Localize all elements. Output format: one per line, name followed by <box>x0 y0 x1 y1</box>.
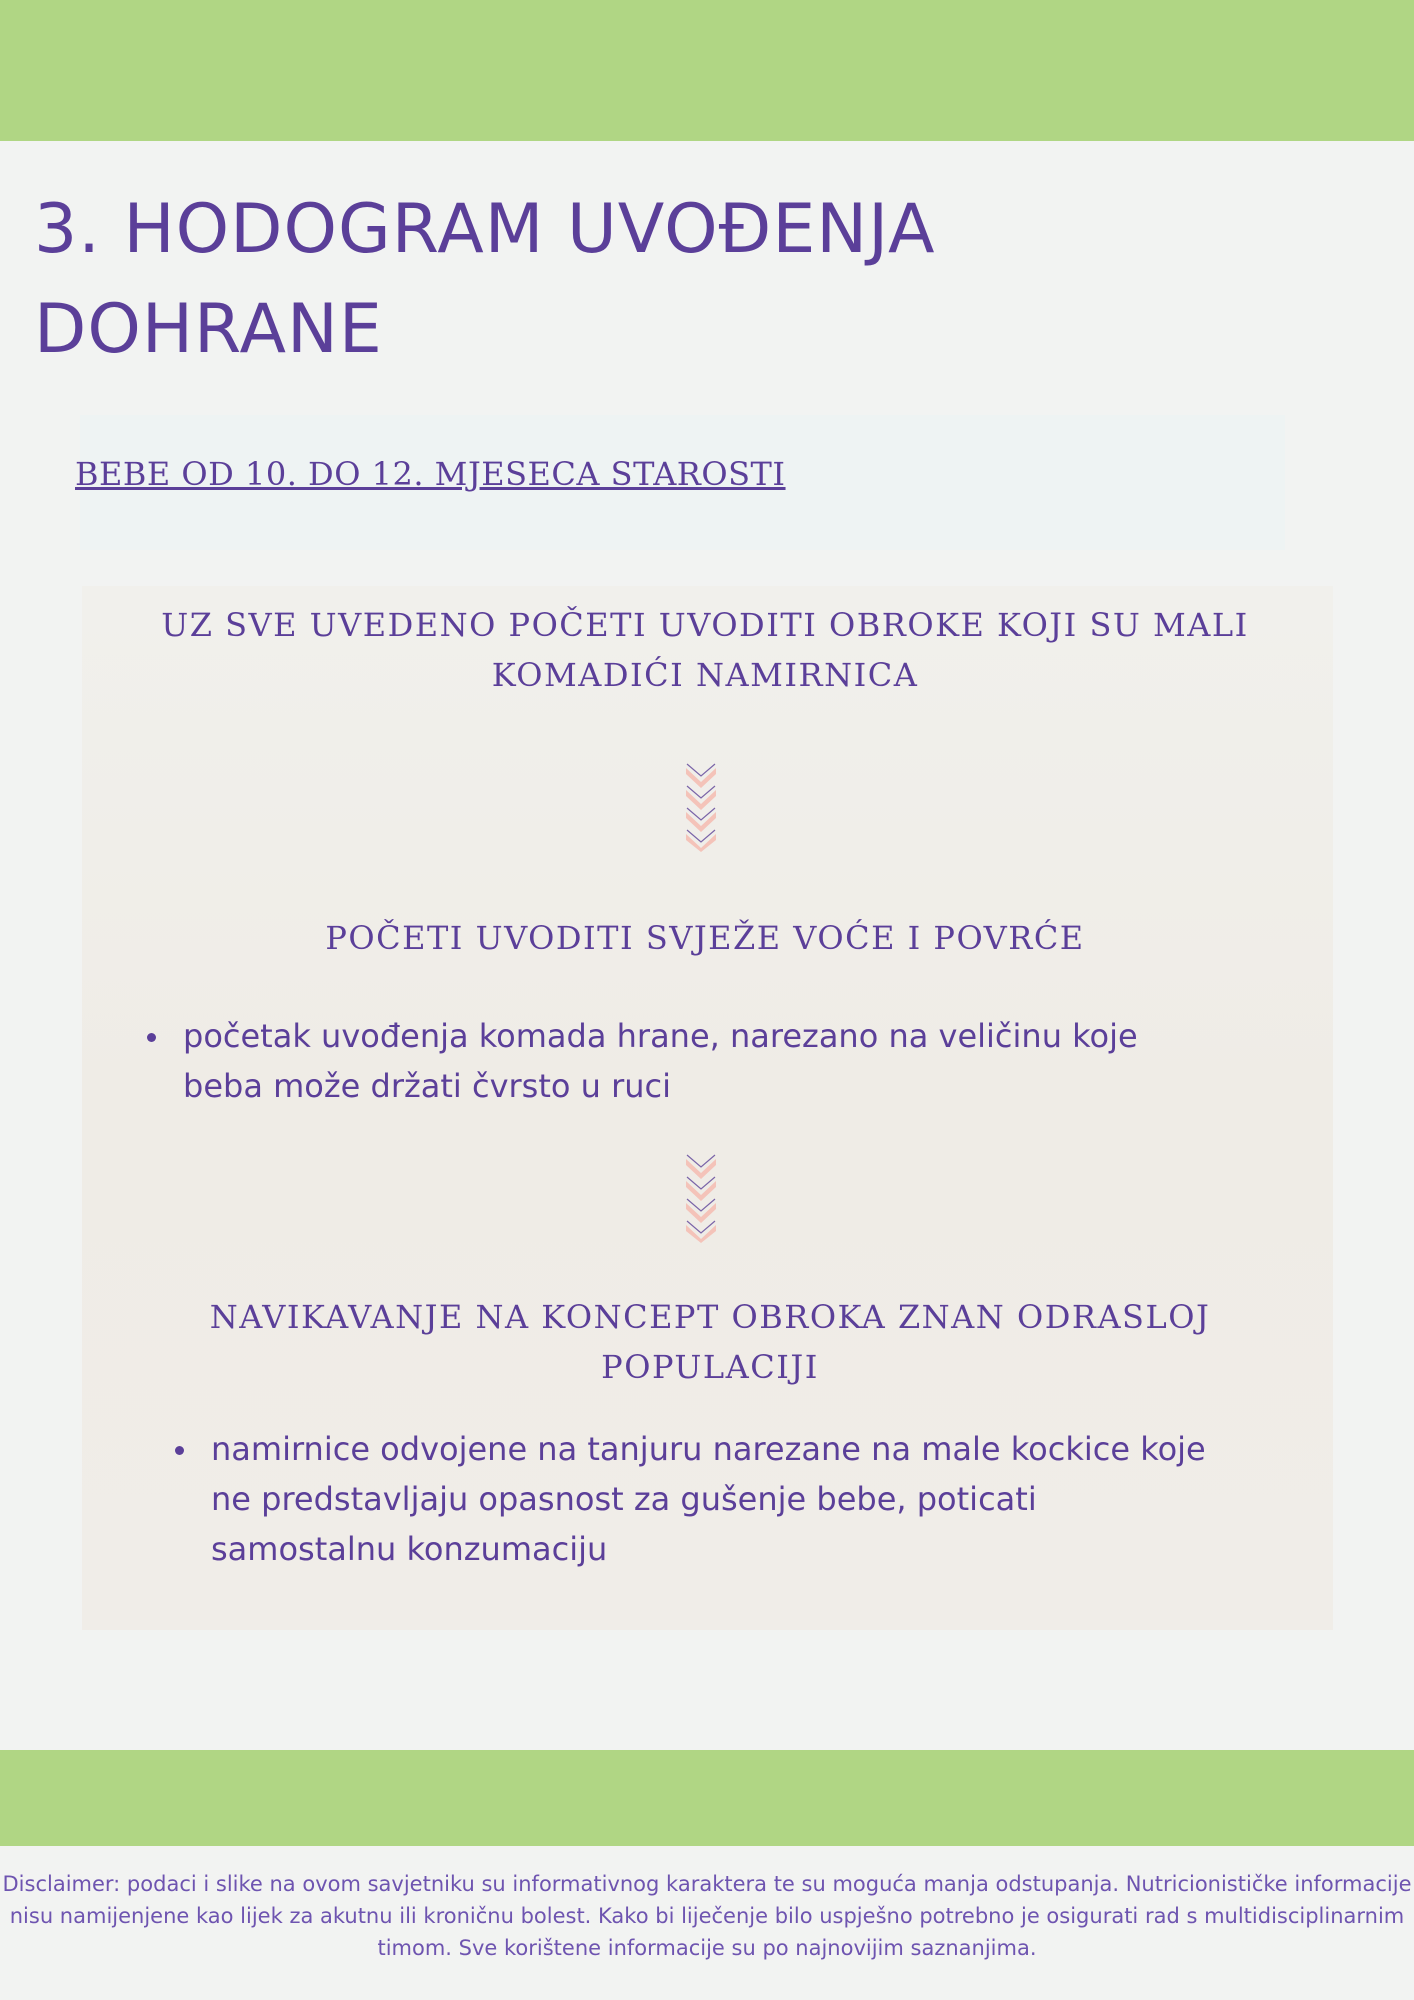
list-item: namirnice odvojene na tanjuru narezane na male kockice koje ne predstavljaju opasnost za gušenje bebe, poticati samostalnu konzumaciju <box>175 1424 1215 1574</box>
step-2-list <box>147 1011 1227 1111</box>
disclaimer: Disclaimer: podaci i slike na ovom savjetniku su informativnog karaktera te su moguća manja odstupanja. Nutricionističke informacije nisu namijenjene kao lijek za akutnu ili kroničnu bolest. Kako bi liječenje bilo uspješno potrebno je osigurati rad s multidisciplinarnim timom. Sve korištene informacije su po najnovijim saznanjima. <box>2 1872 1412 1960</box>
page-title: 3. HODOGRAM UVOĐENJA DOHRANE <box>34 190 936 369</box>
bottom-band <box>0 1750 1414 1846</box>
step-heading-2: POČETI UVODITI SVJEŽE VOĆE I POVRĆE <box>325 919 1085 957</box>
chevron-down-icon <box>686 1151 716 1243</box>
step-heading-3: NAVIKAVANJE NA KONCEPT OBROKA ZNAN ODRASLOJ POPULACIJI <box>209 1298 1211 1386</box>
chevron-down-icon <box>686 760 716 852</box>
step-heading-1: UZ SVE UVEDENO POČETI UVODITI OBROKE KOJI SU MALI KOMADIĆI NAMIRNICA <box>161 606 1249 694</box>
top-band <box>0 0 1414 141</box>
list-item: početak uvođenja komada hrane, narezano na veličinu koje beba može držati čvrsto u ruci <box>147 1011 1227 1111</box>
step-3-list <box>175 1424 1215 1574</box>
subtitle: BEBE OD 10. DO 12. MJESECA STAROSTI <box>75 455 786 493</box>
